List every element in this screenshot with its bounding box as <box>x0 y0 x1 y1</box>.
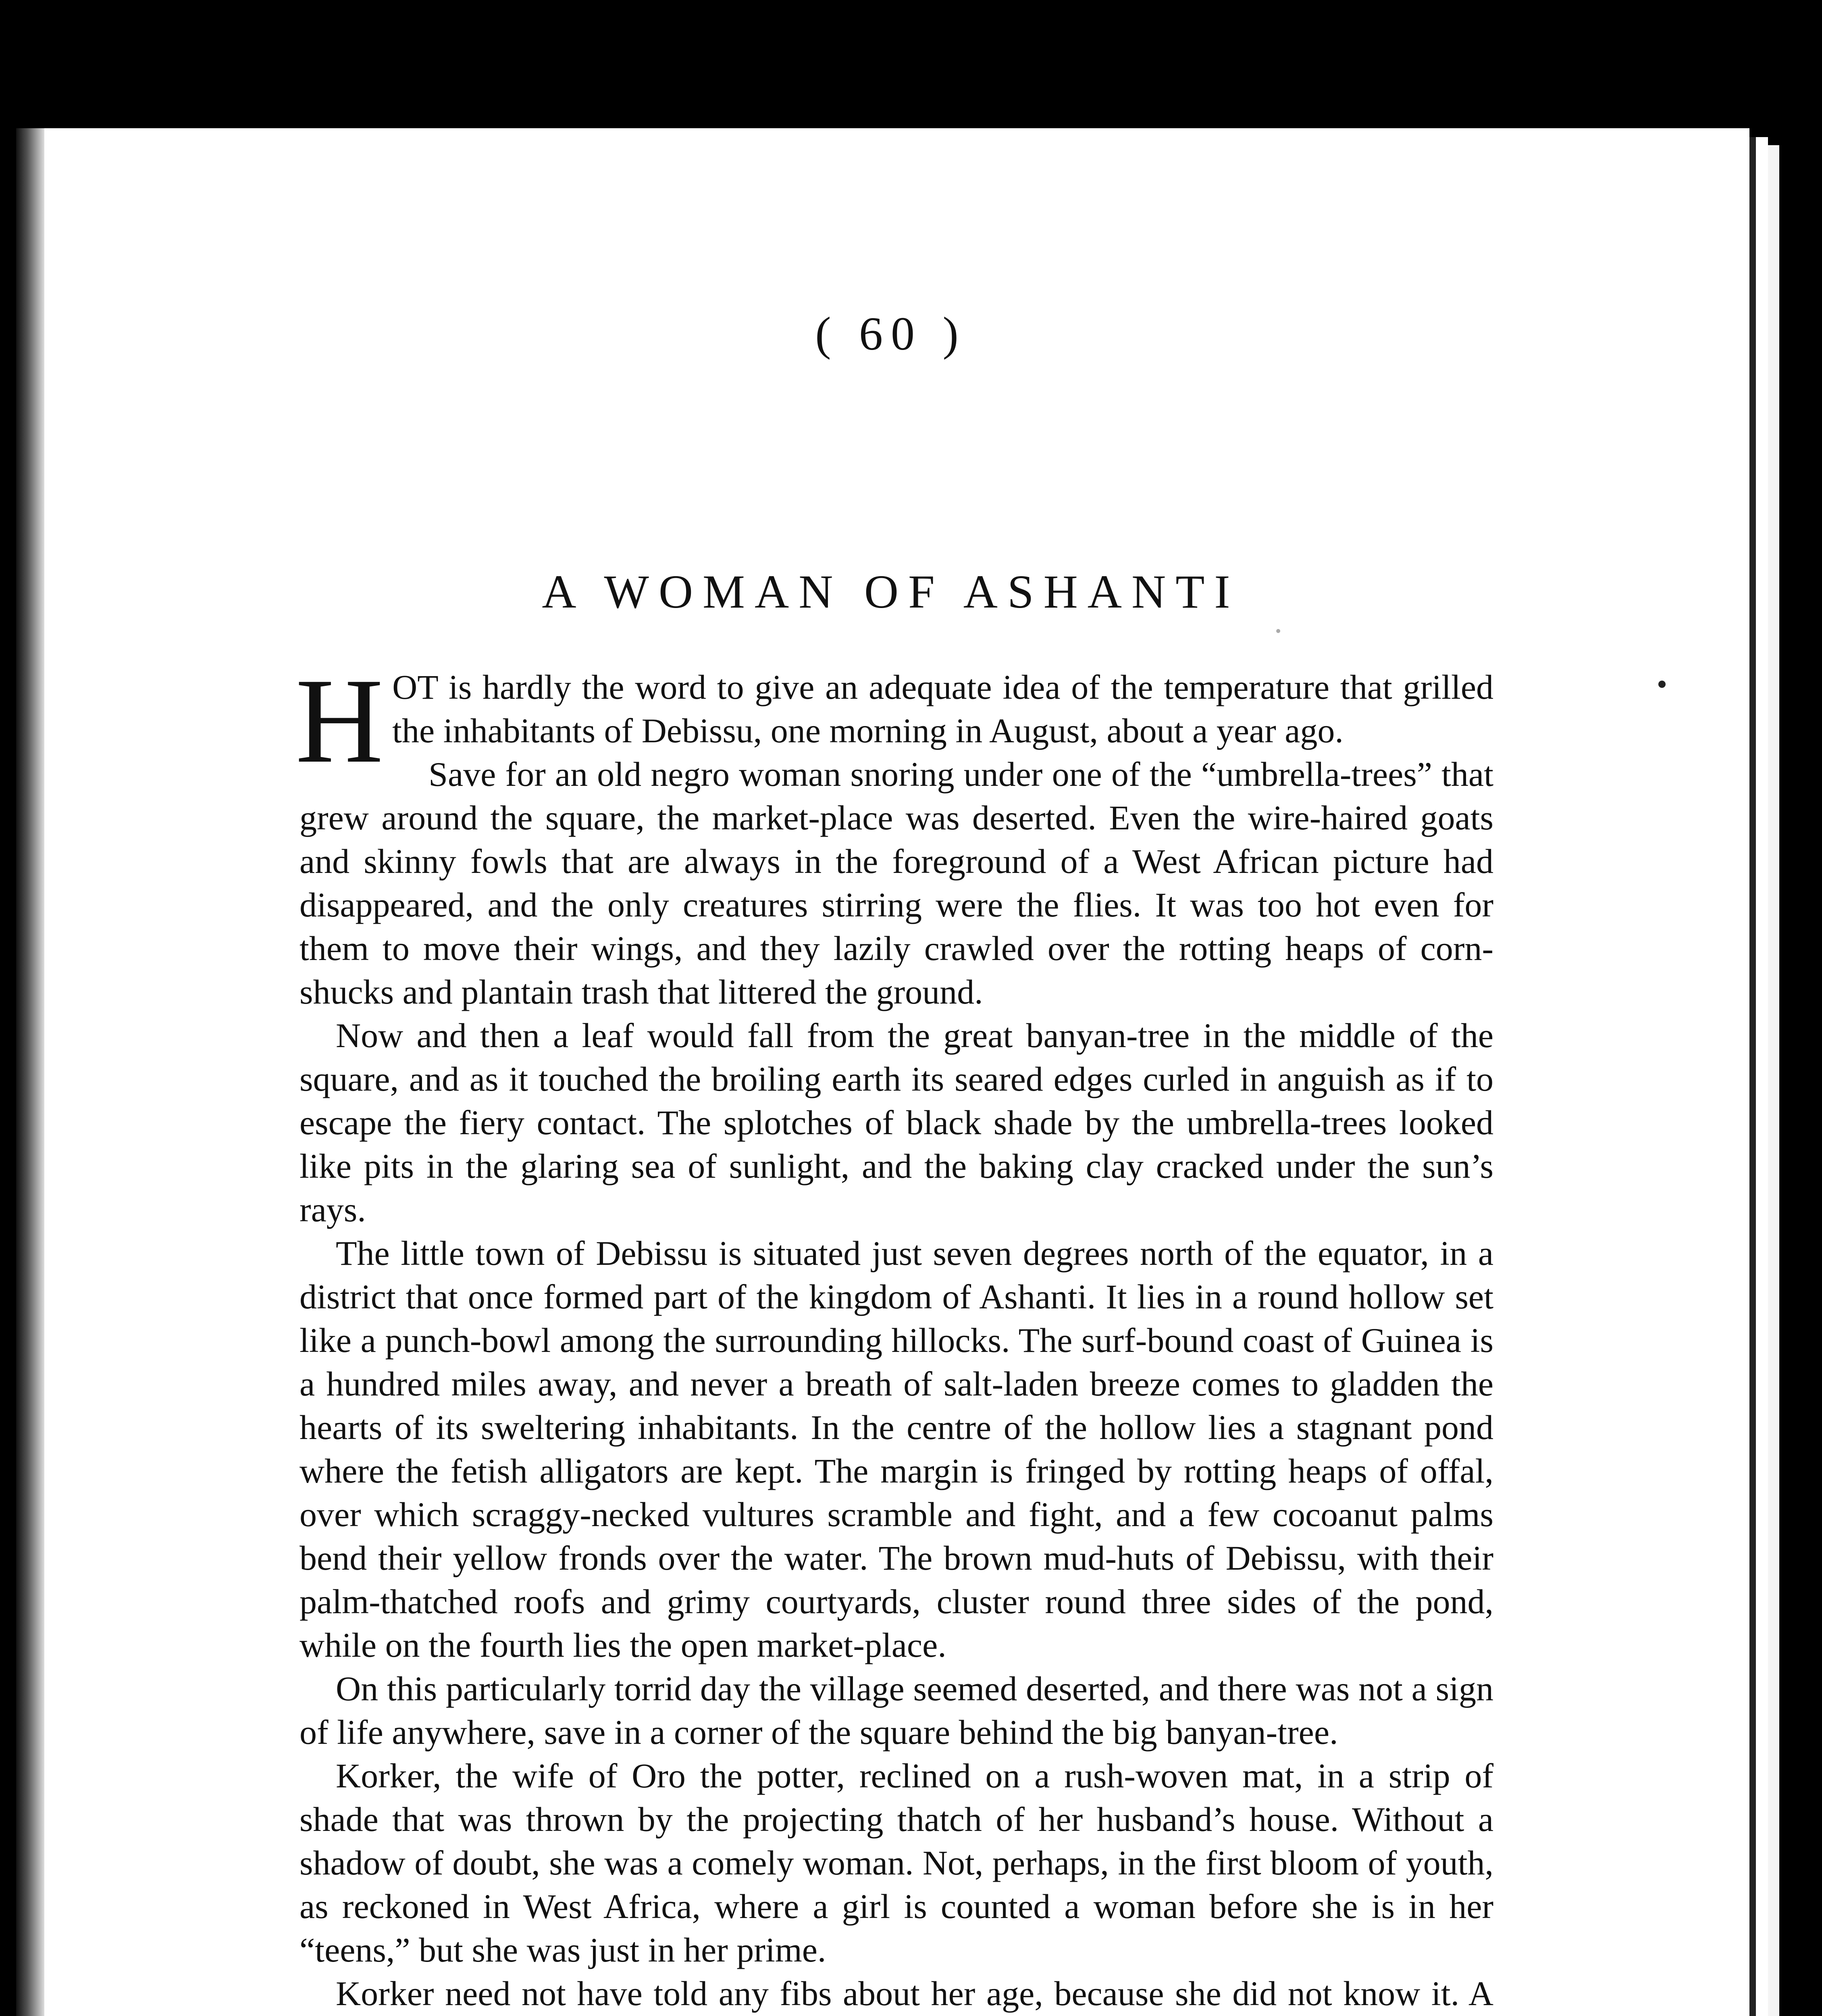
page-number: ( 60 ) <box>815 307 967 360</box>
paragraph <box>295 654 1493 788</box>
paragraph-text: OT is hardly the word to give an adequate idea of the temperature that grilled the inhabitants of Debissu, one morning in August, about a year ago. <box>392 668 1493 750</box>
paragraph: Korker need not have told any fibs about her age, because she did not know it. A <box>336 1974 1493 2013</box>
page-gutter-shadow <box>16 128 44 2016</box>
paragraph: The little town of Debissu is situated just seven degrees north of the equator, in a district that once formed part of the kingdom of Ashanti. It lies in a round hollow set like a punch-bowl among the surrounding hillocks. The surf-bound coast of Guinea is a hundred miles away, and never a breath of salt-laden breeze comes to gladden the hearts of its sweltering inhabitants. In the centre of the hollow lies a stagnant pond where the fetish alligators are kept. The margin is fringed by rotting heaps of offal, over which scraggy-necked vultures scramble and fight, and a few cocoanut palms bend their yellow fronds over the water. The brown mud-huts of Debissu, with their palm-thatched roofs and grimy courtyards, cluster round three sides of the pond, while on the fourth lies the open market-place. <box>300 1234 1493 1664</box>
story-title: A WOMAN OF ASHANTI <box>542 565 1240 618</box>
adjacent-page-strip <box>1768 145 1779 2016</box>
paragraph: Now and then a leaf would fall from the great banyan-tree in the middle of the square, and as it touched the broiling earth its seared edges curled in anguish as if to escape the fiery contact. The splotches of black shade by the umbrella-trees looked like pits in the glaring sea of sunlight, and the baking clay cracked under the sun’s rays. <box>300 1016 1493 1229</box>
page-right-edge <box>1749 137 1768 2016</box>
ink-speck <box>1276 629 1280 633</box>
drop-cap: H <box>295 654 384 788</box>
ink-speck <box>1658 681 1666 688</box>
body-text <box>295 654 1493 2016</box>
paragraph: On this particularly torrid day the village seemed deserted, and there was not a sign of life anywhere, save in a corner of the square behind the big banyan-tree. <box>300 1669 1493 1752</box>
paragraph: Korker, the wife of Oro the potter, reclined on a rush-woven mat, in a strip of shade that was thrown by the projecting thatch of her husband’s house. Without a shadow of doubt, she was a comely woman. Not, perhaps, in the first bloom of youth, as reckoned in West Africa, where a girl is counted a woman before she is in her “teens,” but she was just in her prime. <box>300 1756 1493 1969</box>
paragraph: Save for an old negro woman snoring under one of the “umbrella-trees” that grew around the square, the market-place was deserted. Even the wire-haired goats and skinny fowls that are always in the foreground of a West African picture had disappeared, and the only creatures stirring were the flies. It was too hot even for them to move their wings, and they lazily crawled over the rotting heaps of corn-shucks and plantain trash that littered the ground. <box>300 755 1493 1011</box>
